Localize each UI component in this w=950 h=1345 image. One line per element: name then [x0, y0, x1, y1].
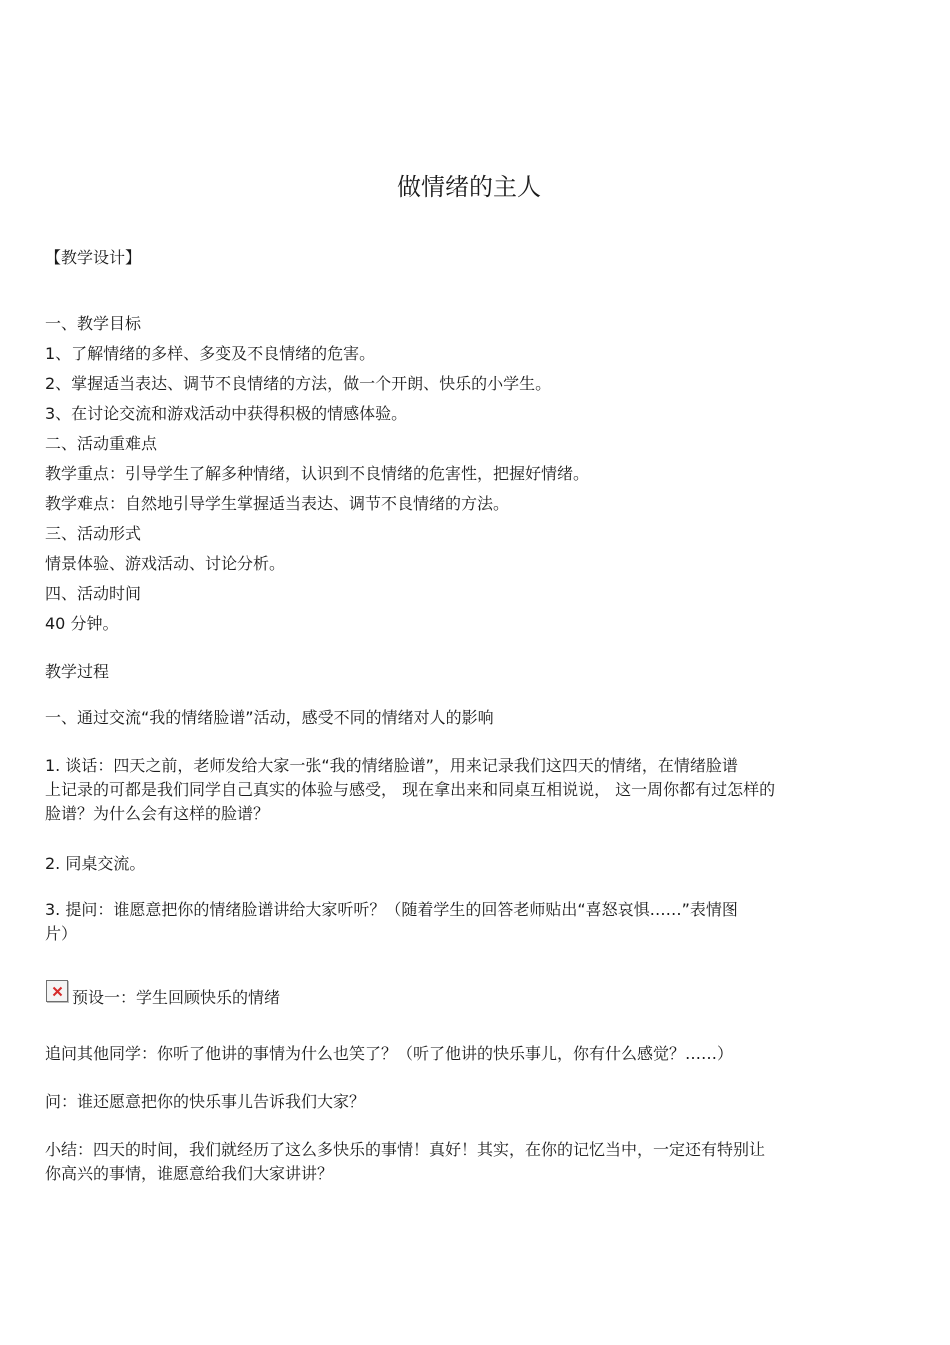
broken-image-cross-icon [52, 986, 63, 997]
process-item-3 [45, 898, 738, 946]
key-point-focus: 教学重点：引导学生了解多种情绪，认识到不良情绪的危害性，把握好情绪。 [45, 464, 590, 483]
preset-one: 预设一：学生回顾快乐的情绪 [72, 988, 281, 1007]
process-item-3-line-2: 片） [45, 924, 78, 943]
key-point-difficulty: 教学难点：自然地引导学生掌握适当表达、调节不良情绪的方法。 [45, 494, 510, 513]
key-points-heading: 二、活动重难点 [45, 434, 158, 453]
time-heading: 四、活动时间 [45, 584, 142, 603]
process-item-1 [45, 754, 775, 826]
process-heading: 教学过程 [45, 662, 110, 681]
form-heading: 三、活动形式 [45, 524, 142, 543]
follow-up-question: 追问其他同学：你听了他讲的事情为什么也笑了？（听了他讲的快乐事儿，你有什么感觉？……） [45, 1044, 734, 1063]
goal-item-1: 1、了解情绪的多样、多变及不良情绪的危害。 [45, 344, 376, 363]
summary-paragraph [45, 1138, 765, 1186]
goals-heading: 一、教学目标 [45, 314, 142, 333]
process-item-1-line-3: 脸谱？为什么会有这样的脸谱？ [45, 804, 270, 823]
process-item-2: 2. 同桌交流。 [45, 854, 146, 873]
document-title: 做情绪的主人 [397, 173, 541, 201]
process-item-3-line-1: 3. 提问：谁愿意把你的情绪脸谱讲给大家听听？（随着学生的回答老师贴出“喜怒哀惧……”表情图 [45, 900, 738, 919]
form-text: 情景体验、游戏活动、讨论分析。 [45, 554, 286, 573]
question-text: 问：谁还愿意把你的快乐事儿告诉我们大家？ [45, 1092, 366, 1111]
section-header: 【教学设计】 [45, 248, 142, 267]
summary-line-1: 小结：四天的时间，我们就经历了这么多快乐的事情！真好！其实，在你的记忆当中，一定还有特别让 [45, 1140, 766, 1159]
process-item-1-line-2: 上记录的可都是我们同学自己真实的体验与感受， 现在拿出来和同桌互相说说， 这一周你都有过怎样的 [45, 780, 776, 799]
process-step-heading: 一、通过交流“我的情绪脸谱”活动，感受不同的情绪对人的影响 [45, 708, 494, 727]
summary-line-2: 你高兴的事情，谁愿意给我们大家讲讲？ [45, 1164, 334, 1183]
process-item-1-line-1: 1. 谈话：四天之前，老师发给大家一张“我的情绪脸谱”，用来记录我们这四天的情绪，在情绪脸谱 [45, 756, 738, 775]
goal-item-3: 3、在讨论交流和游戏活动中获得积极的情感体验。 [45, 404, 408, 423]
broken-image-icon [46, 980, 68, 1002]
goal-item-2: 2、掌握适当表达、调节不良情绪的方法，做一个开朗、快乐的小学生。 [45, 374, 552, 393]
time-text: 40 分钟。 [45, 614, 119, 633]
